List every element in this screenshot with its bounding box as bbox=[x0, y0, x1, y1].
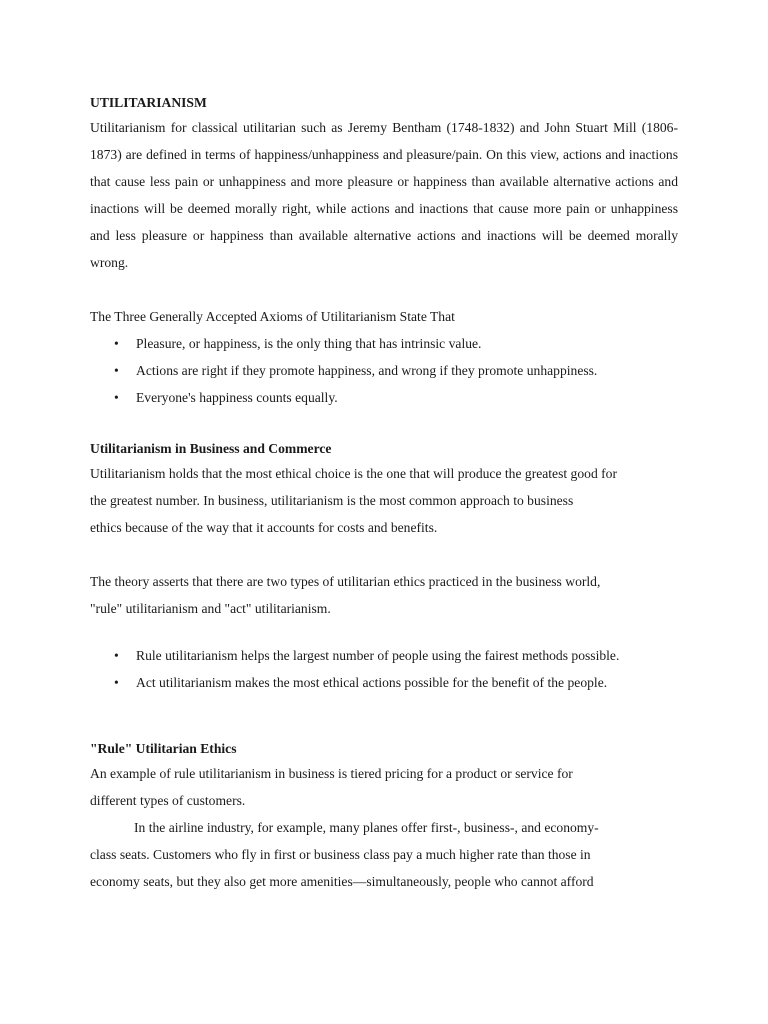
theory-line: The theory asserts that there are two types of utilitarian ethics practiced in the business world, bbox=[90, 574, 601, 589]
business-line: Utilitarianism holds that the most ethical choice is the one that will produce the greatest good for bbox=[90, 466, 617, 481]
theory-line: "rule" utilitarianism and "act" utilitarianism. bbox=[90, 601, 331, 616]
business-line: ethics because of the way that it accounts for costs and benefits. bbox=[90, 520, 438, 535]
airline-line: class seats. Customers who fly in first or business class pay a much higher rate than those in bbox=[90, 847, 591, 862]
business-line: the greatest number. In business, utilitarianism is the most common approach to business bbox=[90, 493, 574, 508]
types-list bbox=[90, 642, 678, 696]
axioms-heading: The Three Generally Accepted Axioms of Utilitarianism State That bbox=[90, 309, 455, 324]
axioms-list bbox=[90, 330, 678, 411]
intro-paragraph: Utilitarianism for classical utilitarian such as Jeremy Bentham (1748-1832) and John Stuart Mill (1806-1873) are defined in terms of happiness/unhappiness and pleasure/pain. On this view, actions and inactions that cause less pain or unhappiness and more pleasure or happiness than available alternative actions and inactions will be deemed morally right, while actions and inactions that cause more pain or unhappiness and less pleasure or happiness than available alternative actions and inactions will be deemed morally wrong. bbox=[90, 120, 678, 270]
doc-title: UTILITARIANISM bbox=[90, 95, 207, 110]
airline-line: In the airline industry, for example, many planes offer first-, business-, and economy- bbox=[134, 820, 599, 835]
business-heading: Utilitarianism in Business and Commerce bbox=[90, 441, 332, 456]
list-item: • Rule utilitarianism helps the largest number of people using the fairest methods possible. bbox=[136, 642, 678, 669]
list-item: • Pleasure, or happiness, is the only thing that has intrinsic value. bbox=[136, 330, 678, 357]
list-item: • Everyone's happiness counts equally. bbox=[136, 384, 678, 411]
rule-line: An example of rule utilitarianism in business is tiered pricing for a product or service for bbox=[90, 766, 573, 781]
airline-line: economy seats, but they also get more amenities—simultaneously, people who cannot afford bbox=[90, 874, 594, 889]
rule-heading: "Rule" Utilitarian Ethics bbox=[90, 741, 237, 756]
rule-line: different types of customers. bbox=[90, 793, 246, 808]
document-body bbox=[90, 92, 678, 895]
list-item: • Act utilitarianism makes the most ethical actions possible for the benefit of the people. bbox=[136, 669, 678, 696]
list-item: • Actions are right if they promote happiness, and wrong if they promote unhappiness. bbox=[136, 357, 678, 384]
